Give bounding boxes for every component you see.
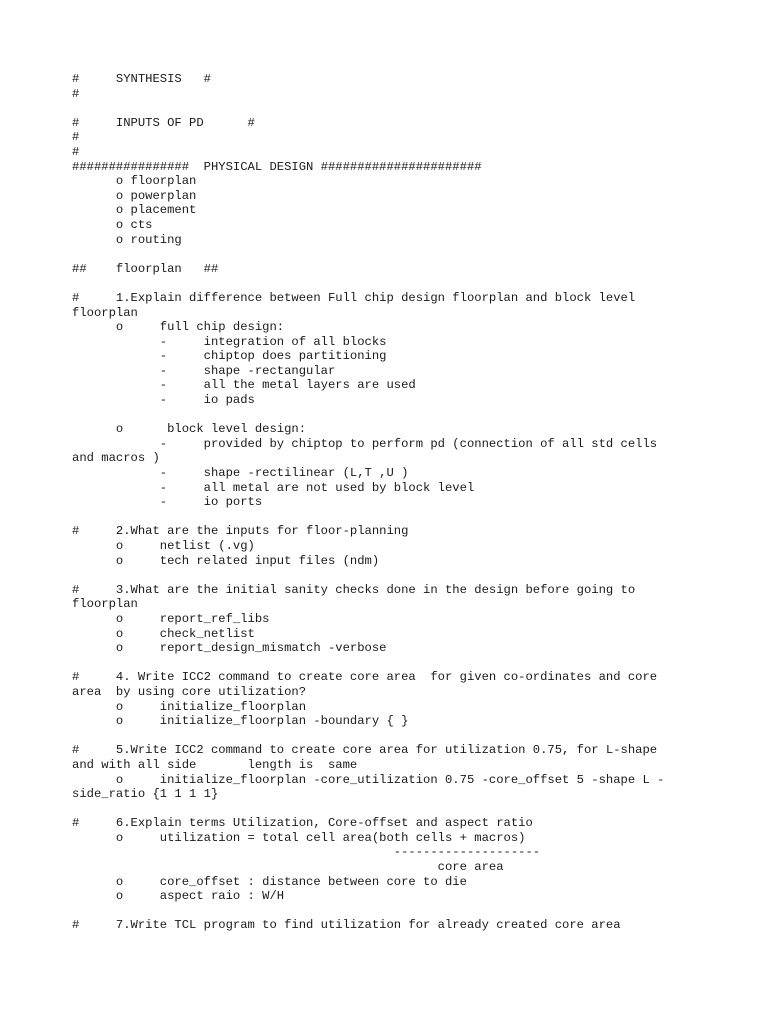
document-line: floorplan bbox=[72, 305, 138, 320]
document-line: area by using core utilization? bbox=[72, 684, 307, 699]
document-line: o aspect raio : W/H bbox=[72, 889, 285, 904]
document-line: - shape -rectilinear (L,T ,U ) bbox=[72, 466, 409, 481]
document-line: - shape -rectangular bbox=[72, 363, 336, 378]
document-line: ################ PHYSICAL DESIGN ###################### bbox=[72, 159, 482, 174]
document-line: # 5.Write ICC2 command to create core area for utilization 0.75, for L-shape bbox=[72, 743, 658, 758]
document-line: # INPUTS OF PD # bbox=[72, 115, 255, 130]
document-line: and with all side length is same bbox=[72, 757, 358, 772]
document-line: o full chip design: bbox=[72, 320, 285, 335]
document-line: o report_design_mismatch -verbose bbox=[72, 641, 387, 656]
document-line bbox=[72, 510, 712, 525]
document-line bbox=[72, 802, 712, 817]
document-line: - chiptop does partitioning bbox=[72, 349, 387, 364]
document-line: o routing bbox=[72, 232, 182, 247]
document-line: # 3.What are the initial sanity checks done in the design before going to bbox=[72, 582, 636, 597]
document-line: o initialize_floorplan bbox=[72, 699, 307, 714]
document-line: o initialize_floorplan -core_utilization 0.75 -core_offset 5 -shape L - bbox=[72, 772, 665, 787]
document-line: - io ports bbox=[72, 495, 263, 510]
document-line: # 4. Write ICC2 command to create core area for given co-ordinates and core bbox=[72, 670, 658, 685]
document-line: o tech related input files (ndm) bbox=[72, 553, 380, 568]
document-line: o placement bbox=[72, 203, 197, 218]
document-body bbox=[72, 72, 712, 933]
document-line: # bbox=[72, 130, 80, 145]
document-line: o powerplan bbox=[72, 188, 197, 203]
document-line bbox=[72, 904, 712, 919]
document-line bbox=[72, 656, 712, 671]
document-line bbox=[72, 568, 712, 583]
document-line bbox=[72, 729, 712, 744]
document-line: # 6.Explain terms Utilization, Core-offset and aspect ratio bbox=[72, 816, 533, 831]
document-line: o block level design: bbox=[72, 422, 307, 437]
document-line: floorplan bbox=[72, 597, 138, 612]
document-line: and macros ) bbox=[72, 451, 160, 466]
document-line: core area bbox=[72, 860, 504, 875]
document-line: o core_offset : distance between core to die bbox=[72, 874, 467, 889]
document-line: # 1.Explain difference between Full chip design floorplan and block level bbox=[72, 290, 636, 305]
document-line: ## floorplan ## bbox=[72, 261, 219, 276]
document-line: # SYNTHESIS # bbox=[72, 72, 211, 86]
document-line: -------------------- bbox=[72, 845, 541, 860]
document-line: - all metal are not used by block level bbox=[72, 480, 475, 495]
document-line: - io pads bbox=[72, 393, 255, 408]
document-line: side_ratio {1 1 1 1} bbox=[72, 787, 219, 802]
document-line bbox=[72, 408, 712, 423]
document-line bbox=[72, 247, 712, 262]
document-line: - all the metal layers are used bbox=[72, 378, 416, 393]
document-line: o initialize_floorplan -boundary { } bbox=[72, 714, 409, 729]
document-line: o floorplan bbox=[72, 174, 197, 189]
document-line: # bbox=[72, 144, 80, 159]
document-line: - provided by chiptop to perform pd (connection of all std cells bbox=[72, 436, 658, 451]
document-line: # 7.Write TCL program to find utilization for already created core area bbox=[72, 918, 621, 933]
document-line: o check_netlist bbox=[72, 626, 255, 641]
document-line: - integration of all blocks bbox=[72, 334, 387, 349]
document-line bbox=[72, 101, 712, 116]
document-line: o report_ref_libs bbox=[72, 611, 270, 626]
document-line: # bbox=[72, 86, 80, 101]
document-line: # 2.What are the inputs for floor-planning bbox=[72, 524, 409, 539]
document-line: o netlist (.vg) bbox=[72, 539, 255, 553]
document-line: o cts bbox=[72, 217, 153, 232]
document-line bbox=[72, 276, 712, 291]
document-line: o utilization = total cell area(both cells + macros) bbox=[72, 830, 526, 845]
